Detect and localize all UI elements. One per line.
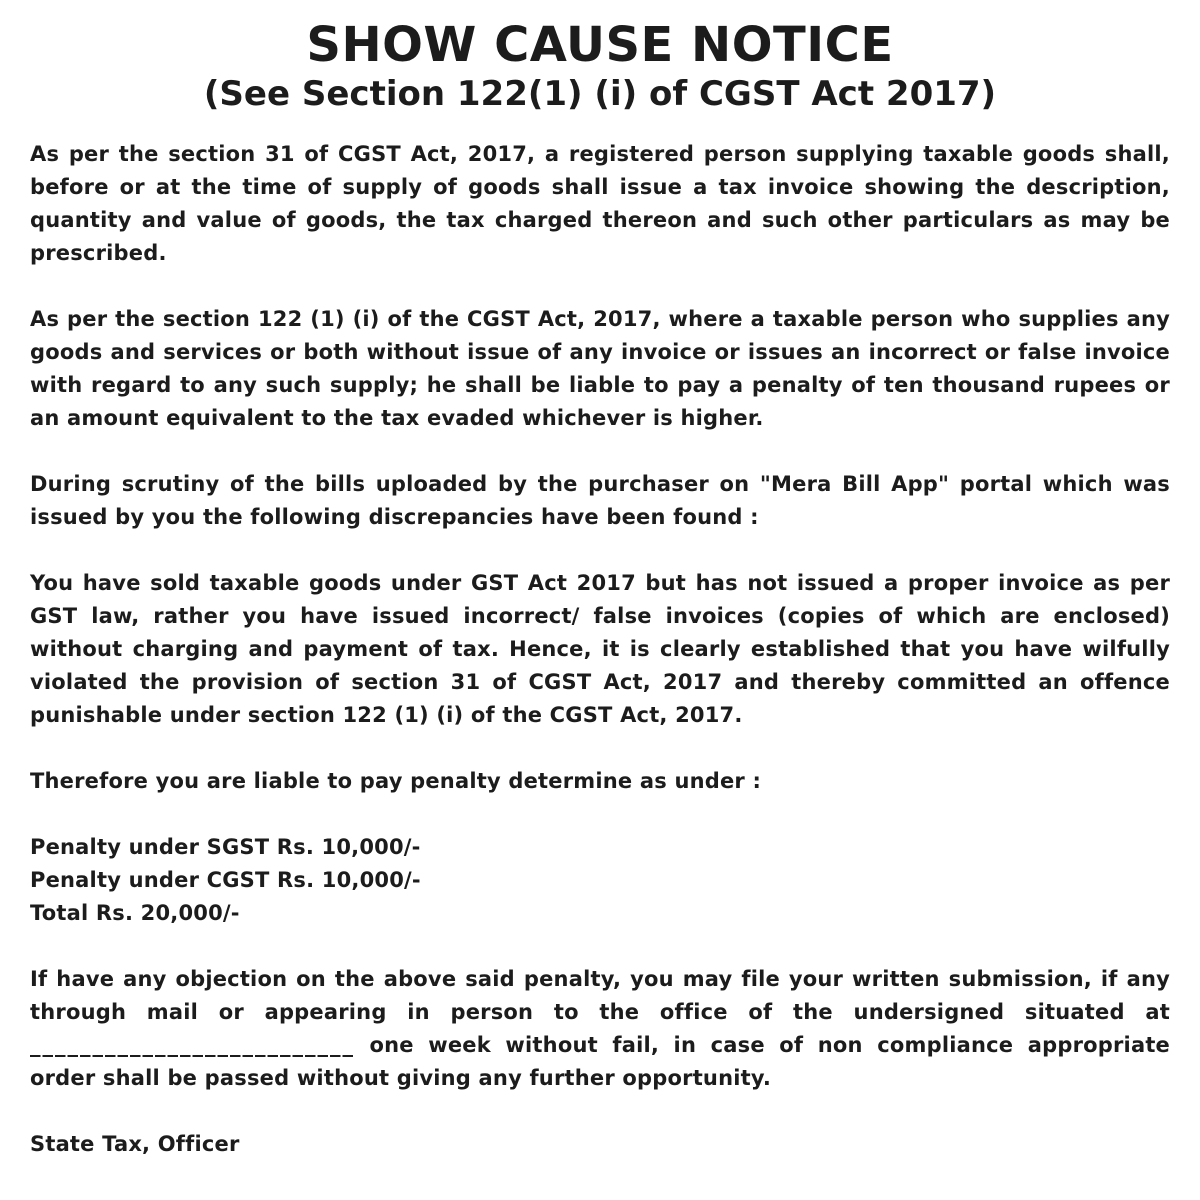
notice-body — [30, 138, 1170, 1161]
paragraph-discrepancies: You have sold taxable goods under GST Act 2017 but has not issued a proper invoice as per GST law, rather you have issued incorrect/ false invoices (copies of which are enclosed) without charging and payment of tax. Hence, it is clearly established that you have wilfully violated the provision of section 31 of CGST Act, 2017 and thereby committed an offence punishable under section 122 (1) (i) of the CGST Act, 2017. — [30, 571, 1170, 727]
penalty-sgst: Penalty under SGST Rs. 10,000/- — [30, 835, 421, 859]
signature-line: State Tax, Officer — [30, 1132, 240, 1156]
penalty-list — [30, 831, 1170, 930]
paragraph-section-31: As per the section 31 of CGST Act, 2017, a registered person supplying taxable goods shall, before or at the time of supply of goods shall issue a tax invoice showing the description, quantity and value of goods, the tax charged thereon and such other particulars as may be prescribed. — [30, 142, 1170, 265]
paragraph-scrutiny: During scrutiny of the bills uploaded by the purchaser on "Mera Bill App" portal which was issued by you the following discrepancies have been found : — [30, 472, 1170, 529]
notice-subtitle: (See Section 122(1) (i) of CGST Act 2017) — [203, 74, 997, 114]
paragraph-section-122: As per the section 122 (1) (i) of the CGST Act, 2017, where a taxable person who supplies any goods and services or both without issue of any invoice or issues an incorrect or false invoice with regard to any such supply; he shall be liable to pay a penalty of ten thousand rupees or an amount equivalent to the tax evaded whichever is higher. — [30, 307, 1170, 430]
objection-text-before: If have any objection on the above said penalty, you may file your written submission, if any through mail or appearing in person to the office of the undersigned situated at — [30, 967, 1170, 1024]
paragraph-objection — [30, 963, 1170, 1095]
notice-title: SHOW CAUSE NOTICE — [306, 17, 894, 73]
objection-text-after: one week without fail, in case of non compliance appropriate order shall be passed without giving any further opportunity. — [30, 1033, 1170, 1090]
paragraph-liability: Therefore you are liable to pay penalty determine as under : — [30, 769, 762, 793]
penalty-cgst: Penalty under CGST Rs. 10,000/- — [30, 868, 421, 892]
penalty-total: Total Rs. 20,000/- — [30, 901, 240, 925]
address-blank-line: __________________________ — [30, 1033, 355, 1057]
